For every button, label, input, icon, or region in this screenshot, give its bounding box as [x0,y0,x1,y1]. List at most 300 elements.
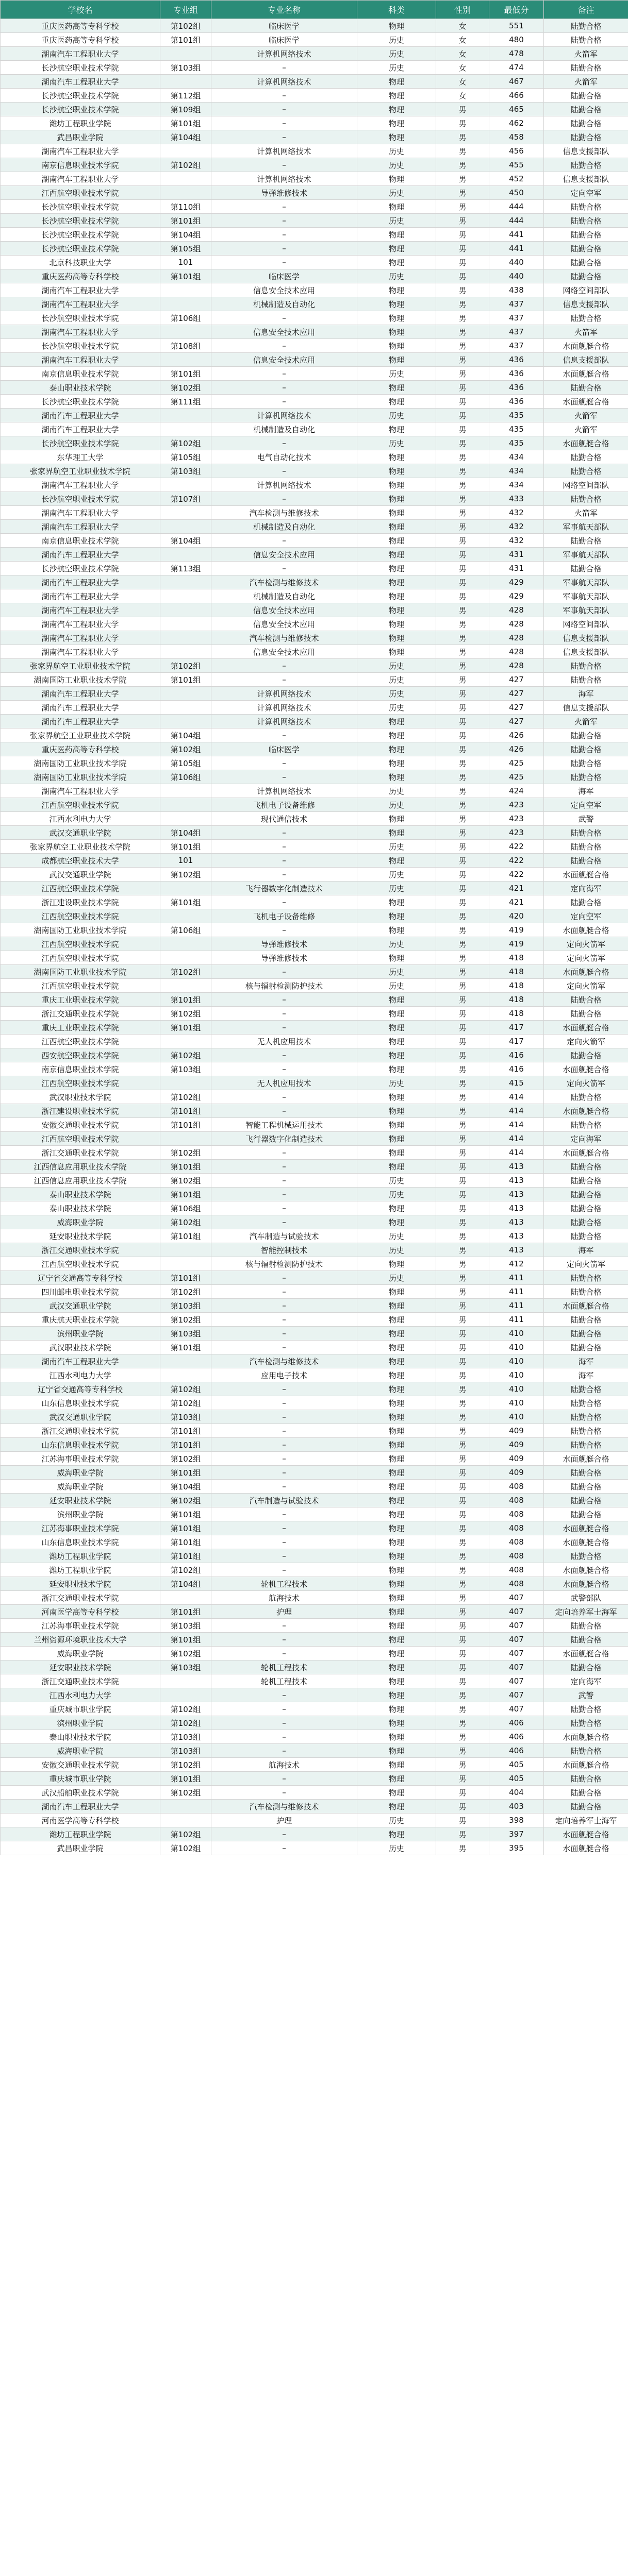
remark-cell: 定向海军 [544,1674,628,1688]
subject-type-cell: 物理 [357,1466,436,1480]
school-cell: 延安职业技术学院 [1,1494,160,1507]
min-score-cell: 410 [489,1327,544,1341]
subject-type-cell: 物理 [357,353,436,367]
gender-cell: 男 [436,1118,489,1132]
table-row [1,1772,628,1786]
table-row [1,492,628,506]
table-row [1,1660,628,1674]
major-name-cell: – [211,1786,357,1800]
remark-cell: 火箭军 [544,422,628,436]
school-cell: 湖南汽车工程职业大学 [1,575,160,589]
major-name-cell: 智能工程机械运用技术 [211,1118,357,1132]
school-cell: 武汉交通职业学院 [1,826,160,840]
subject-type-cell: 物理 [357,1716,436,1730]
school-cell: 江西航空职业技术学院 [1,951,160,965]
subject-type-cell: 物理 [357,1438,436,1452]
subject-type-cell: 物理 [357,1354,436,1368]
min-score-cell: 409 [489,1438,544,1452]
min-score-cell: 466 [489,89,544,103]
subject-type-cell: 物理 [357,478,436,492]
remark-cell: 陆勤合格 [544,1160,628,1174]
min-score-cell: 450 [489,186,544,200]
major-group-cell: 第101组 [160,1104,211,1118]
remark-cell: 水面舰艇合格 [544,1104,628,1118]
remark-cell: 陆勤合格 [544,659,628,673]
gender-cell: 男 [436,1702,489,1716]
gender-cell: 男 [436,1466,489,1480]
major-name-cell: – [211,534,357,548]
table-row [1,1438,628,1452]
major-group-cell: 第104组 [160,130,211,144]
major-group-cell: 第108组 [160,339,211,353]
gender-cell: 男 [436,1104,489,1118]
min-score-cell: 441 [489,242,544,256]
school-cell: 西安航空职业技术学院 [1,1048,160,1062]
school-cell: 滨州职业学院 [1,1327,160,1341]
remark-cell: 火箭军 [544,47,628,61]
major-group-cell: 第101组 [160,1466,211,1480]
min-score-cell: 435 [489,409,544,422]
table-row [1,1146,628,1160]
gender-cell: 男 [436,1841,489,1855]
gender-cell: 男 [436,1521,489,1535]
remark-cell: 陆勤合格 [544,1174,628,1188]
gender-cell: 男 [436,1730,489,1744]
remark-cell: 海军 [544,1368,628,1382]
min-score-cell: 423 [489,826,544,840]
school-cell: 武昌职业学院 [1,130,160,144]
major-name-cell: – [211,395,357,409]
min-score-cell: 413 [489,1201,544,1215]
remark-cell: 水面舰艇合格 [544,1758,628,1772]
min-score-cell: 423 [489,812,544,826]
min-score-cell: 444 [489,200,544,214]
gender-cell: 男 [436,228,489,242]
subject-type-cell: 物理 [357,1104,436,1118]
school-cell: 泰山职业技术学院 [1,1201,160,1215]
major-group-cell: 第101组 [160,367,211,381]
school-cell: 潍坊工程职业学院 [1,1827,160,1841]
table-row [1,1229,628,1243]
min-score-cell: 416 [489,1062,544,1076]
school-cell: 武汉职业技术学院 [1,1090,160,1104]
table-row [1,1354,628,1368]
subject-type-cell: 物理 [357,1062,436,1076]
table-row [1,144,628,158]
header-subject-type: 科类 [357,1,436,19]
min-score-cell: 407 [489,1591,544,1605]
subject-type-cell: 物理 [357,1382,436,1396]
table-row [1,562,628,575]
subject-type-cell: 物理 [357,645,436,659]
subject-type-cell: 物理 [357,1007,436,1021]
min-score-cell: 432 [489,520,544,534]
school-cell: 湖南汽车工程职业大学 [1,506,160,520]
school-cell: 威海职业学院 [1,1466,160,1480]
major-group-cell [160,812,211,826]
major-group-cell [160,645,211,659]
major-group-cell: 第101组 [160,214,211,228]
min-score-cell: 408 [489,1494,544,1507]
table-row [1,1647,628,1660]
table-row [1,993,628,1007]
table-row [1,701,628,715]
subject-type-cell: 物理 [357,325,436,339]
min-score-cell: 410 [489,1368,544,1382]
major-name-cell: 机械制造及自动化 [211,589,357,603]
major-group-cell: 第103组 [160,1299,211,1313]
table-row [1,826,628,840]
remark-cell: 火箭军 [544,325,628,339]
gender-cell: 男 [436,575,489,589]
major-group-cell: 第106组 [160,311,211,325]
table-header-row [1,1,628,19]
major-name-cell: – [211,1382,357,1396]
major-group-cell [160,589,211,603]
subject-type-cell: 历史 [357,409,436,422]
gender-cell: 男 [436,1313,489,1327]
remark-cell: 定向空军 [544,909,628,923]
table-row [1,979,628,993]
subject-type-cell: 历史 [357,1841,436,1855]
gender-cell: 男 [436,1160,489,1174]
min-score-cell: 407 [489,1633,544,1647]
min-score-cell: 462 [489,116,544,130]
subject-type-cell: 物理 [357,283,436,297]
major-name-cell: 临床医学 [211,33,357,47]
min-score-cell: 452 [489,172,544,186]
table-row [1,1591,628,1605]
min-score-cell: 406 [489,1730,544,1744]
subject-type-cell: 物理 [357,548,436,562]
subject-type-cell: 历史 [357,1271,436,1285]
school-cell: 湖南汽车工程职业大学 [1,603,160,617]
gender-cell: 男 [436,436,489,450]
major-name-cell: 轮机工程技术 [211,1577,357,1591]
major-group-cell: 第102组 [160,1647,211,1660]
table-row [1,1271,628,1285]
school-cell: 安徽交通职业技术学院 [1,1758,160,1772]
min-score-cell: 425 [489,756,544,770]
major-name-cell: 计算机网络技术 [211,478,357,492]
remark-cell: 陆勤合格 [544,673,628,687]
major-name-cell: – [211,868,357,882]
gender-cell: 男 [436,130,489,144]
major-name-cell: – [211,1507,357,1521]
subject-type-cell: 物理 [357,1605,436,1619]
school-cell: 长沙航空职业技术学院 [1,562,160,575]
major-name-cell: 机械制造及自动化 [211,520,357,534]
major-group-cell [160,701,211,715]
subject-type-cell: 物理 [357,311,436,325]
gender-cell: 男 [436,1814,489,1827]
min-score-cell: 408 [489,1563,544,1577]
table-row [1,895,628,909]
major-name-cell: – [211,200,357,214]
school-cell: 湖南国防工业职业技术学院 [1,770,160,784]
remark-cell: 水面舰艇合格 [544,1563,628,1577]
gender-cell: 男 [436,728,489,742]
min-score-cell: 417 [489,1021,544,1035]
major-group-cell [160,909,211,923]
min-score-cell: 407 [489,1619,544,1633]
major-group-cell: 第104组 [160,728,211,742]
gender-cell: 男 [436,1786,489,1800]
major-group-cell [160,979,211,993]
table-row [1,186,628,200]
school-cell: 湖南汽车工程职业大学 [1,478,160,492]
major-group-cell: 101 [160,256,211,269]
remark-cell: 陆勤合格 [544,492,628,506]
major-group-cell [160,603,211,617]
subject-type-cell: 物理 [357,826,436,840]
min-score-cell: 429 [489,575,544,589]
major-name-cell: – [211,311,357,325]
major-name-cell: – [211,1410,357,1424]
subject-type-cell: 历史 [357,47,436,61]
major-name-cell: 导弹维修技术 [211,186,357,200]
major-group-cell: 第101组 [160,1507,211,1521]
min-score-cell: 424 [489,784,544,798]
remark-cell: 陆勤合格 [544,269,628,283]
major-group-cell: 第101组 [160,840,211,854]
table-row [1,1313,628,1327]
table-row [1,645,628,659]
subject-type-cell: 物理 [357,256,436,269]
remark-cell: 信息支援部队 [544,645,628,659]
school-cell: 武汉交通职业学院 [1,868,160,882]
table-row [1,1466,628,1480]
table-row [1,478,628,492]
major-group-cell: 第102组 [160,1146,211,1160]
gender-cell: 男 [436,868,489,882]
major-group-cell [160,1243,211,1257]
remark-cell: 陆勤合格 [544,756,628,770]
min-score-cell: 411 [489,1285,544,1299]
table-row [1,923,628,937]
major-group-cell: 第102组 [160,1285,211,1299]
gender-cell: 男 [436,993,489,1007]
major-group-cell [160,422,211,436]
major-group-cell: 第104组 [160,1577,211,1591]
major-name-cell: – [211,1827,357,1841]
school-cell: 湖南汽车工程职业大学 [1,631,160,645]
table-row [1,1048,628,1062]
major-group-cell [160,1814,211,1827]
remark-cell: 陆勤合格 [544,728,628,742]
subject-type-cell: 历史 [357,1243,436,1257]
subject-type-cell: 物理 [357,770,436,784]
major-group-cell: 第105组 [160,450,211,464]
subject-type-cell: 物理 [357,603,436,617]
subject-type-cell: 物理 [357,103,436,116]
min-score-cell: 433 [489,492,544,506]
remark-cell: 陆勤合格 [544,1438,628,1452]
subject-type-cell: 物理 [357,1549,436,1563]
school-cell: 江苏海事职业技术学院 [1,1619,160,1633]
table-row [1,506,628,520]
major-name-cell: – [211,1716,357,1730]
major-name-cell: – [211,1090,357,1104]
school-cell: 江西航空职业技术学院 [1,937,160,951]
remark-cell: 陆勤合格 [544,770,628,784]
gender-cell: 男 [436,409,489,422]
subject-type-cell: 物理 [357,575,436,589]
major-name-cell: 轮机工程技术 [211,1660,357,1674]
min-score-cell: 427 [489,673,544,687]
school-cell: 江西航空职业技术学院 [1,1035,160,1048]
gender-cell: 男 [436,631,489,645]
table-row [1,1688,628,1702]
school-cell: 山东信息职业技术学院 [1,1438,160,1452]
table-row [1,534,628,548]
gender-cell: 男 [436,798,489,812]
gender-cell: 男 [436,534,489,548]
table-row [1,1201,628,1215]
gender-cell: 男 [436,1480,489,1494]
subject-type-cell: 物理 [357,1327,436,1341]
gender-cell: 男 [436,742,489,756]
major-group-cell [160,506,211,520]
min-score-cell: 411 [489,1313,544,1327]
subject-type-cell: 物理 [357,1507,436,1521]
major-name-cell: – [211,1563,357,1577]
min-score-cell: 438 [489,283,544,297]
major-name-cell: – [211,367,357,381]
table-row [1,589,628,603]
gender-cell: 男 [436,548,489,562]
major-group-cell [160,798,211,812]
subject-type-cell: 物理 [357,297,436,311]
remark-cell: 陆勤合格 [544,116,628,130]
major-group-cell [160,1674,211,1688]
remark-cell: 陆勤合格 [544,450,628,464]
major-name-cell: 无人机应用技术 [211,1076,357,1090]
school-cell: 滨州职业学院 [1,1507,160,1521]
major-name-cell: – [211,1480,357,1494]
remark-cell: 水面舰艇合格 [544,923,628,937]
school-cell: 浙江建设职业技术学院 [1,1104,160,1118]
table-row [1,339,628,353]
school-cell: 泰山职业技术学院 [1,1188,160,1201]
school-cell: 浙江建设职业技术学院 [1,895,160,909]
school-cell: 浙江交通职业技术学院 [1,1243,160,1257]
subject-type-cell: 历史 [357,367,436,381]
min-score-cell: 413 [489,1188,544,1201]
remark-cell: 陆勤合格 [544,158,628,172]
remark-cell: 火箭军 [544,506,628,520]
remark-cell: 军事航天部队 [544,520,628,534]
school-cell: 长沙航空职业技术学院 [1,61,160,75]
table-row [1,311,628,325]
gender-cell: 男 [436,1633,489,1647]
subject-type-cell: 物理 [357,172,436,186]
gender-cell: 男 [436,450,489,464]
major-name-cell: – [211,1299,357,1313]
major-group-cell [160,75,211,89]
major-group-cell: 第101组 [160,1160,211,1174]
min-score-cell: 478 [489,47,544,61]
school-cell: 湖南汽车工程职业大学 [1,784,160,798]
major-group-cell [160,520,211,534]
min-score-cell: 414 [489,1132,544,1146]
subject-type-cell: 物理 [357,1744,436,1758]
min-score-cell: 551 [489,19,544,33]
subject-type-cell: 历史 [357,33,436,47]
table-row [1,353,628,367]
remark-cell: 武警部队 [544,1591,628,1605]
remark-cell: 网络空间部队 [544,283,628,297]
major-group-cell [160,172,211,186]
subject-type-cell: 物理 [357,1786,436,1800]
table-row [1,47,628,61]
min-score-cell: 441 [489,228,544,242]
subject-type-cell: 历史 [357,882,436,895]
table-row [1,1257,628,1271]
subject-type-cell: 物理 [357,1215,436,1229]
table-row [1,1841,628,1855]
remark-cell: 陆勤合格 [544,130,628,144]
remark-cell: 陆勤合格 [544,1702,628,1716]
major-name-cell: – [211,1702,357,1716]
table-row [1,1215,628,1229]
table-row [1,798,628,812]
major-name-cell: 汽车检测与维修技术 [211,575,357,589]
subject-type-cell: 物理 [357,492,436,506]
min-score-cell: 413 [489,1160,544,1174]
subject-type-cell: 物理 [357,1257,436,1271]
major-name-cell: 汽车检测与维修技术 [211,506,357,520]
subject-type-cell: 物理 [357,1674,436,1688]
major-group-cell [160,297,211,311]
min-score-cell: 421 [489,895,544,909]
school-cell: 威海职业学院 [1,1647,160,1660]
table-row [1,770,628,784]
table-row [1,1118,628,1132]
major-name-cell: – [211,89,357,103]
subject-type-cell: 物理 [357,520,436,534]
subject-type-cell: 物理 [357,1800,436,1814]
remark-cell: 军事航天部队 [544,548,628,562]
major-name-cell: – [211,562,357,575]
gender-cell: 男 [436,353,489,367]
major-group-cell: 第103组 [160,1327,211,1341]
min-score-cell: 431 [489,562,544,575]
major-name-cell: – [211,895,357,909]
major-name-cell: 飞行器数字化制造技术 [211,882,357,895]
gender-cell: 男 [436,909,489,923]
school-cell: 湖南汽车工程职业大学 [1,701,160,715]
subject-type-cell: 物理 [357,534,436,548]
major-group-cell: 第101组 [160,1341,211,1354]
school-cell: 泰山职业技术学院 [1,1730,160,1744]
major-group-cell: 第102组 [160,1758,211,1772]
min-score-cell: 437 [489,297,544,311]
min-score-cell: 435 [489,422,544,436]
major-group-cell [160,548,211,562]
gender-cell: 男 [436,1494,489,1507]
major-group-cell: 第103组 [160,1730,211,1744]
table-row [1,840,628,854]
min-score-cell: 423 [489,798,544,812]
remark-cell: 陆勤合格 [544,311,628,325]
min-score-cell: 474 [489,61,544,75]
major-group-cell: 第104组 [160,228,211,242]
table-row [1,1563,628,1577]
gender-cell: 女 [436,75,489,89]
gender-cell: 男 [436,1021,489,1035]
school-cell: 潍坊工程职业学院 [1,1563,160,1577]
